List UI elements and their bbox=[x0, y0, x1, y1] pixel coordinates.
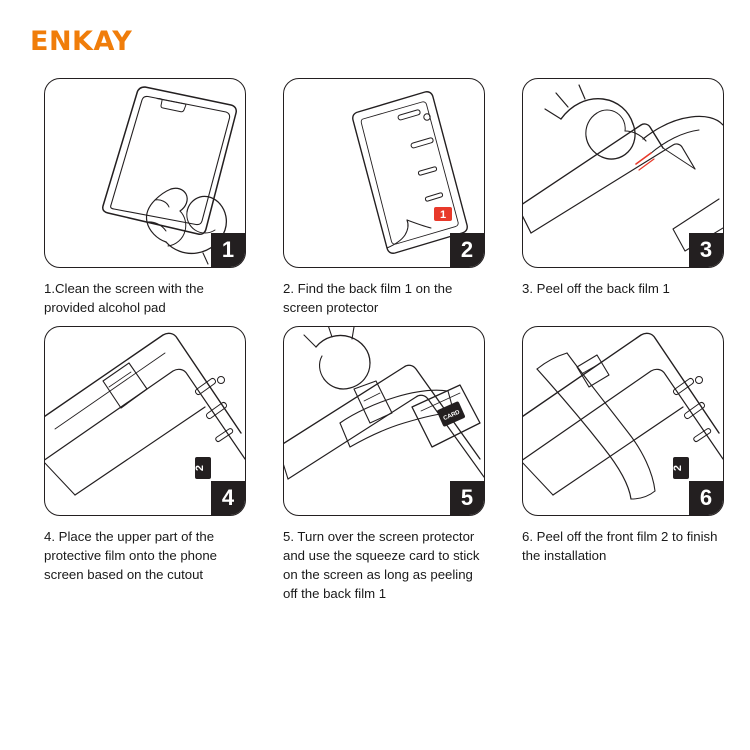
steps-grid bbox=[0, 78, 750, 604]
step-cell-1 bbox=[44, 78, 268, 318]
film-tab-label-1 bbox=[434, 207, 452, 221]
step-number-badge-6: 6 bbox=[689, 481, 723, 515]
step-caption-6: 6. Peel off the front film 2 to finish the installation bbox=[522, 528, 718, 563]
step-cell-4 bbox=[44, 326, 268, 604]
step-cell-2 bbox=[283, 78, 507, 318]
film-tab-label-2 bbox=[672, 457, 689, 479]
step-illustration-4 bbox=[44, 326, 246, 516]
step-number-badge-5: 5 bbox=[450, 481, 484, 515]
step-cell-5 bbox=[283, 326, 507, 604]
step-caption-5: 5. Turn over the screen protector and use the squeeze card to stick on the screen as long as peeling off the back film 1 bbox=[283, 528, 480, 602]
film-tab-label-2 bbox=[194, 457, 211, 479]
svg-text:2: 2 bbox=[672, 464, 684, 471]
step-cell-3 bbox=[522, 78, 746, 318]
step-illustration-1 bbox=[44, 78, 246, 268]
svg-text:CARD: CARD bbox=[442, 409, 461, 422]
step-caption-3: 3. Peel off the back film 1 bbox=[522, 281, 670, 296]
step-illustration-3 bbox=[522, 78, 724, 268]
step-number-badge-3: 3 bbox=[689, 233, 723, 267]
step-caption-1: 1.Clean the screen with the provided alcohol pad bbox=[44, 281, 204, 316]
step-illustration-6 bbox=[522, 326, 724, 516]
svg-text:2: 2 bbox=[194, 464, 206, 471]
step-number-badge-1: 1 bbox=[211, 233, 245, 267]
step-illustration-2 bbox=[283, 78, 485, 268]
step-number-badge-2: 2 bbox=[450, 233, 484, 267]
step-caption-2: 2. Find the back film 1 on the screen protector bbox=[283, 281, 453, 316]
svg-text:1: 1 bbox=[439, 209, 447, 221]
step-cell-6 bbox=[522, 326, 746, 604]
brand-logo: ENKAY bbox=[30, 26, 133, 57]
step-number-badge-4: 4 bbox=[211, 481, 245, 515]
step-caption-4: 4. Place the upper part of the protective film onto the phone screen based on the cutout bbox=[44, 528, 218, 583]
step-illustration-5 bbox=[283, 326, 485, 516]
